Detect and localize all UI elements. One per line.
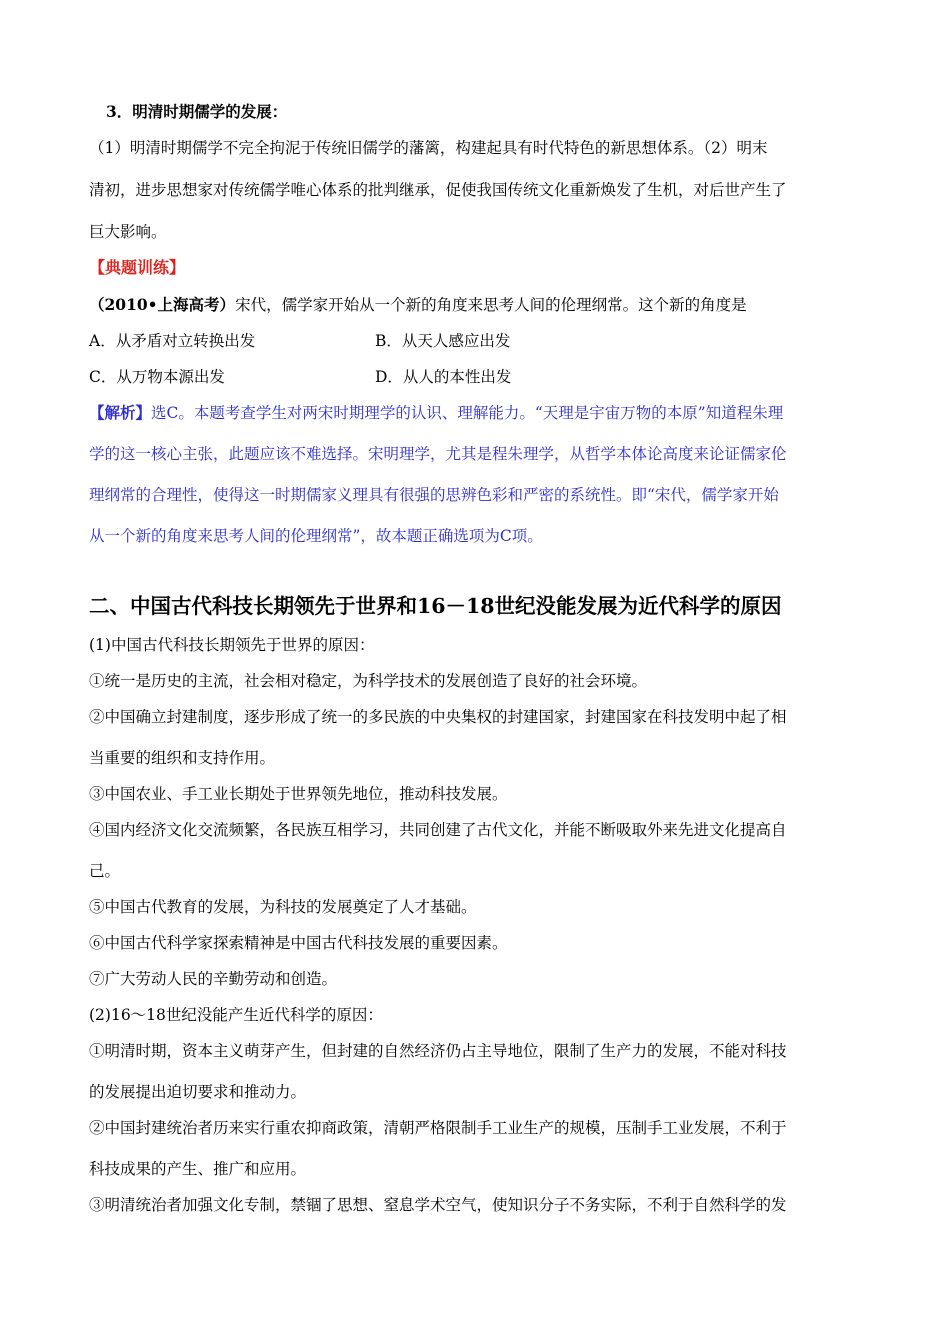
part-2-item-1-line-1: ①明清时期，资本主义萌芽产生，但封建的自然经济仍占主导地位，限制了生产力的发展，不能对科技	[89, 1042, 787, 1060]
analysis-line-3: 理纲常的合理性，使得这一时期儒家义理具有很强的思辨色彩和严密的系统性。即“宋代，儒学家开始	[89, 486, 779, 504]
part-2-item-1-line-2: 的发展提出迫切要求和推动力。	[89, 1083, 307, 1101]
analysis-line-1	[89, 403, 861, 423]
section-3-paragraph-line-1: （1）明清时期儒学不完全拘泥于传统旧儒学的藩篱，构建起具有时代特色的新思想体系。（2）明末	[89, 139, 768, 157]
exercise-source: （2010•上海高考）	[89, 295, 236, 314]
exercise-question	[89, 295, 861, 315]
option-a: A．从矛盾对立转换出发	[89, 332, 256, 350]
part-1-item-2-line-1: ②中国确立封建制度，逐步形成了统一的多民族的中央集权的封建国家，封建国家在科技发明中起了相	[89, 708, 787, 726]
part-1-item-7: ⑦广大劳动人民的辛勤劳动和创造。	[89, 970, 338, 988]
option-c: C．从万物本源出发	[89, 368, 225, 386]
analysis-line-1-text: 选C。本题考查学生对两宋时期理学的认识、理解能力。“天理是宇宙万物的本原”知道程朱理	[151, 404, 784, 422]
part-2-item-3-line-1: ③明清统治者加强文化专制，禁锢了思想、窒息学术空气，使知识分子不务实际，不利于自然科学的发	[89, 1196, 787, 1214]
part-1-item-5: ⑤中国古代教育的发展，为科技的发展奠定了人才基础。	[89, 898, 477, 916]
option-b: B．从天人感应出发	[375, 332, 511, 350]
part-1-item-6: ⑥中国古代科学家探索精神是中国古代科技发展的重要因素。	[89, 934, 508, 952]
part-2-title: (2)16～18世纪没能产生近代科学的原因：	[89, 1006, 383, 1024]
section-3-paragraph-line-2: 清初，进步思想家对传统儒学唯心体系的批判继承，促使我国传统文化重新焕发了生机，对后世产生了	[89, 181, 787, 199]
section-3-paragraph-line-3: 巨大影响。	[89, 223, 167, 241]
section-2-heading: 二、中国古代科技长期领先于世界和16－18世纪没能发展为近代科学的原因	[89, 594, 782, 618]
exercise-question-text: 宋代，儒学家开始从一个新的角度来思考人间的伦理纲常。这个新的角度是	[235, 296, 747, 314]
part-2-item-2-line-2: 科技成果的产生、推广和应用。	[89, 1160, 307, 1178]
part-1-item-4-line-2: 己。	[89, 862, 121, 880]
part-1-item-1: ①统一是历史的主流，社会相对稳定，为科学技术的发展创造了良好的社会环境。	[89, 672, 648, 690]
part-1-title: (1)中国古代科技长期领先于世界的原因：	[89, 636, 375, 654]
analysis-line-4: 从一个新的角度来思考人间的伦理纲常”，故本题正确选项为C项。	[89, 527, 543, 545]
analysis-line-2: 学的这一核心主张，此题应该不难选择。宋明理学，尤其是程朱理学，从哲学本体论高度来论证儒家伦	[89, 445, 787, 463]
analysis-label: 【解析】	[89, 403, 152, 422]
option-d: D．从人的本性出发	[375, 368, 512, 386]
part-2-item-2-line-1: ②中国封建统治者历来实行重农抑商政策，清朝严格限制手工业生产的规模，压制手工业发展，不利于	[89, 1119, 787, 1137]
section-3-heading: 3．明清时期儒学的发展：	[106, 102, 288, 121]
exercise-label: 【典题训练】	[89, 258, 186, 277]
part-1-item-3: ③中国农业、手工业长期处于世界领先地位，推动科技发展。	[89, 785, 508, 803]
part-1-item-4-line-1: ④国内经济文化交流频繁，各民族互相学习，共同创建了古代文化，并能不断吸取外来先进文化提高自	[89, 821, 787, 839]
part-1-item-2-line-2: 当重要的组织和支持作用。	[89, 749, 276, 767]
